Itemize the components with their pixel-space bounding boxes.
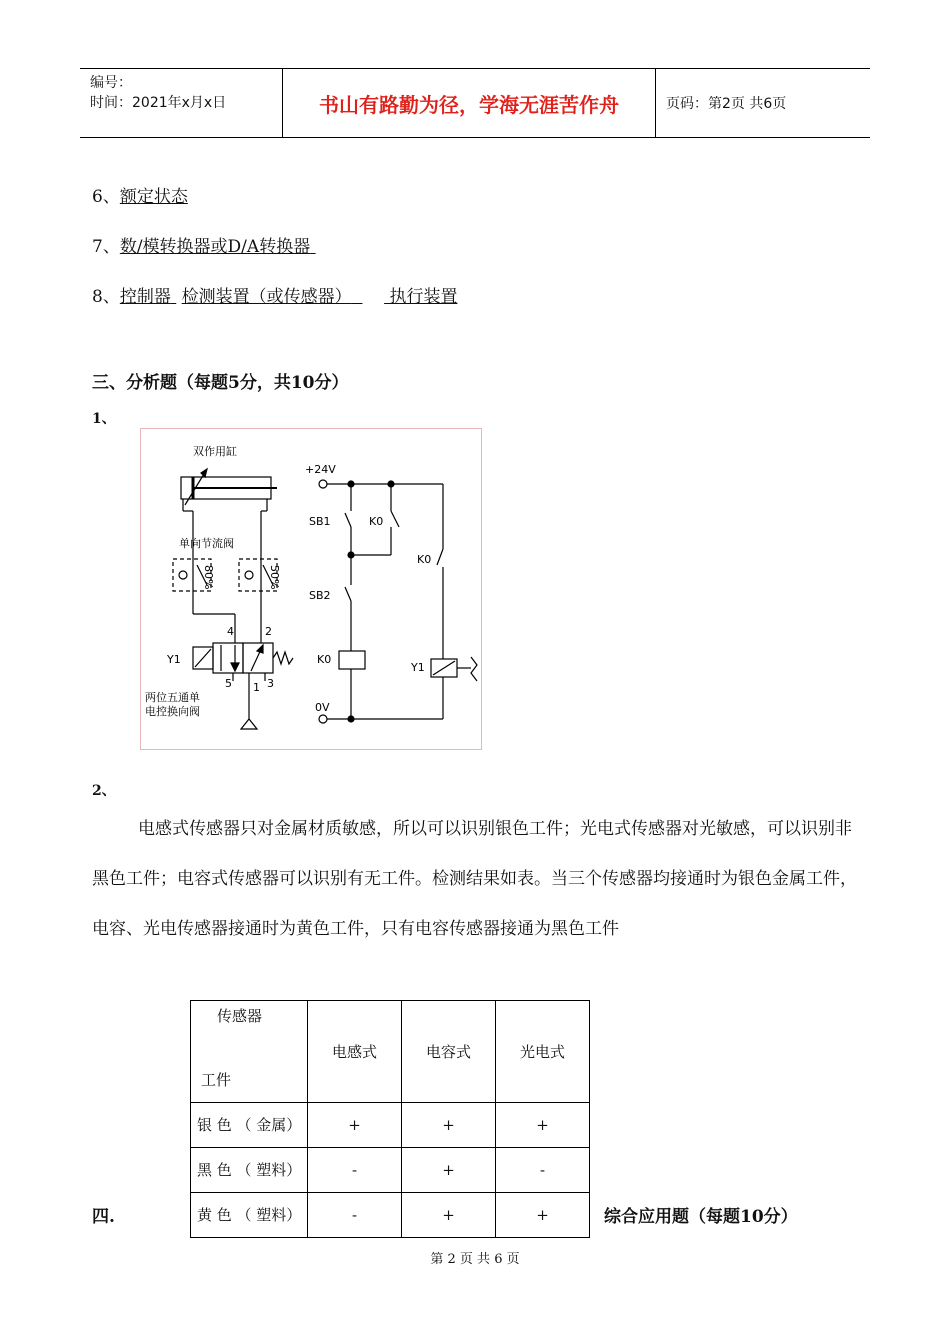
valve-label-line1: 两位五通单 [145,691,200,704]
table-corner [191,1001,308,1103]
table-cell: + [496,1193,590,1238]
k0-coil [339,651,365,669]
sensor-table [190,1000,590,1238]
table-cell: + [496,1103,590,1148]
port-3-label: 3 [267,677,274,690]
row-label: 银 色 （ 金属） [191,1103,308,1148]
sb2-label: SB2 [309,589,331,602]
table-cell: + [402,1193,496,1238]
row-label: 黄 色 （ 塑料） [191,1193,308,1238]
k0-contact2-label: K0 [417,553,432,566]
column-header: 光电式 [496,1001,590,1103]
answer-number: 6、 [92,187,120,207]
analysis-paragraph: 电感式传感器只对金属材质敏感，所以可以识别银色工件；光电式传感器对光敏感，可以识别非黑色工件；电容式传感器可以识别有无工件。检测结果如表。当三个传感器均接通时为银色金属工件，电容、光电传感器接通时为黄色工件，只有电容传感器接通为黑色工件 [92,819,857,939]
y1-coil-label: Y1 [411,661,425,674]
answer-text: 检测装置（或传感器） [181,287,352,307]
header-number: 编号： [90,75,132,91]
valve-y1-label: Y1 [167,653,181,666]
answer-8 [92,282,457,307]
row-label: 黑 色 （ 塑料） [191,1148,308,1193]
table-cell: - [308,1148,402,1193]
sb1-label: SB1 [309,515,331,528]
terminal-0v [319,715,327,723]
question-2-label: 2、 [92,783,116,799]
port-2-label: 2 [265,625,272,638]
valve-cell-1 [213,643,243,673]
corner-bottom-label: 工件 [201,1071,232,1089]
answer-number: 7、 [92,237,120,257]
section-3-title: 三、分析题（每题5分，共10分） [92,373,349,393]
answer-text: 数/模转换器或D/A转换器 [119,237,311,257]
throttle-label: 单向节流阀 [179,537,234,550]
circuit-diagram [141,429,481,749]
table-row [191,1148,590,1193]
table-row [191,1103,590,1148]
column-header: 电感式 [308,1001,402,1103]
valve-cell-2 [243,643,273,673]
port-4-label: 4 [227,625,234,638]
answer-number: 8、 [92,287,120,307]
table-cell: - [496,1148,590,1193]
table-cell: - [308,1193,402,1238]
table-cell: + [308,1103,402,1148]
section-4-number: 四. [92,1207,115,1227]
header-page: 页码：第2页 共6页 [666,96,787,112]
cylinder-label: 双作用缸 [193,445,237,458]
k0-contact-label: K0 [369,515,384,528]
table-cell: + [402,1103,496,1148]
throttle-50-label: 50% [268,565,281,590]
answer-7 [92,232,316,257]
port-5-label: 5 [225,677,232,690]
k0-coil-label: K0 [317,653,332,666]
y1-indicator [471,657,477,681]
supply-24v-label: +24V [305,463,336,476]
header-time: 时间：2021年x月x日 [90,95,227,111]
supply-0v-label: 0V [315,701,330,714]
column-header: 电容式 [402,1001,496,1103]
corner-top-label: 传感器 [217,1007,263,1025]
valve-label-line2: 电控换向阀 [145,705,200,718]
header-meta [80,69,282,137]
question-1-label: 1、 [92,411,116,427]
terminal-24v [319,480,327,488]
page-footer: 第 2 页 共 6 页 [430,1252,520,1267]
section-4-title: 综合应用题（每题10分） [604,1207,798,1227]
port-1-label: 1 [253,681,260,694]
table-row [191,1193,590,1238]
air-source [241,719,257,729]
throttle-80-label: 80% [202,565,215,590]
answer-6 [92,182,188,207]
answer-text: 控制器 [119,287,171,307]
header-motto: 书山有路勤为径，学海无涯苦作舟 [282,69,656,137]
circuit-figure [140,428,482,750]
answer-text: 执行装置 [389,287,458,307]
page-header [80,68,870,138]
table-cell: + [402,1148,496,1193]
valve-spring [273,652,293,664]
answer-text: 额定状态 [119,187,188,207]
